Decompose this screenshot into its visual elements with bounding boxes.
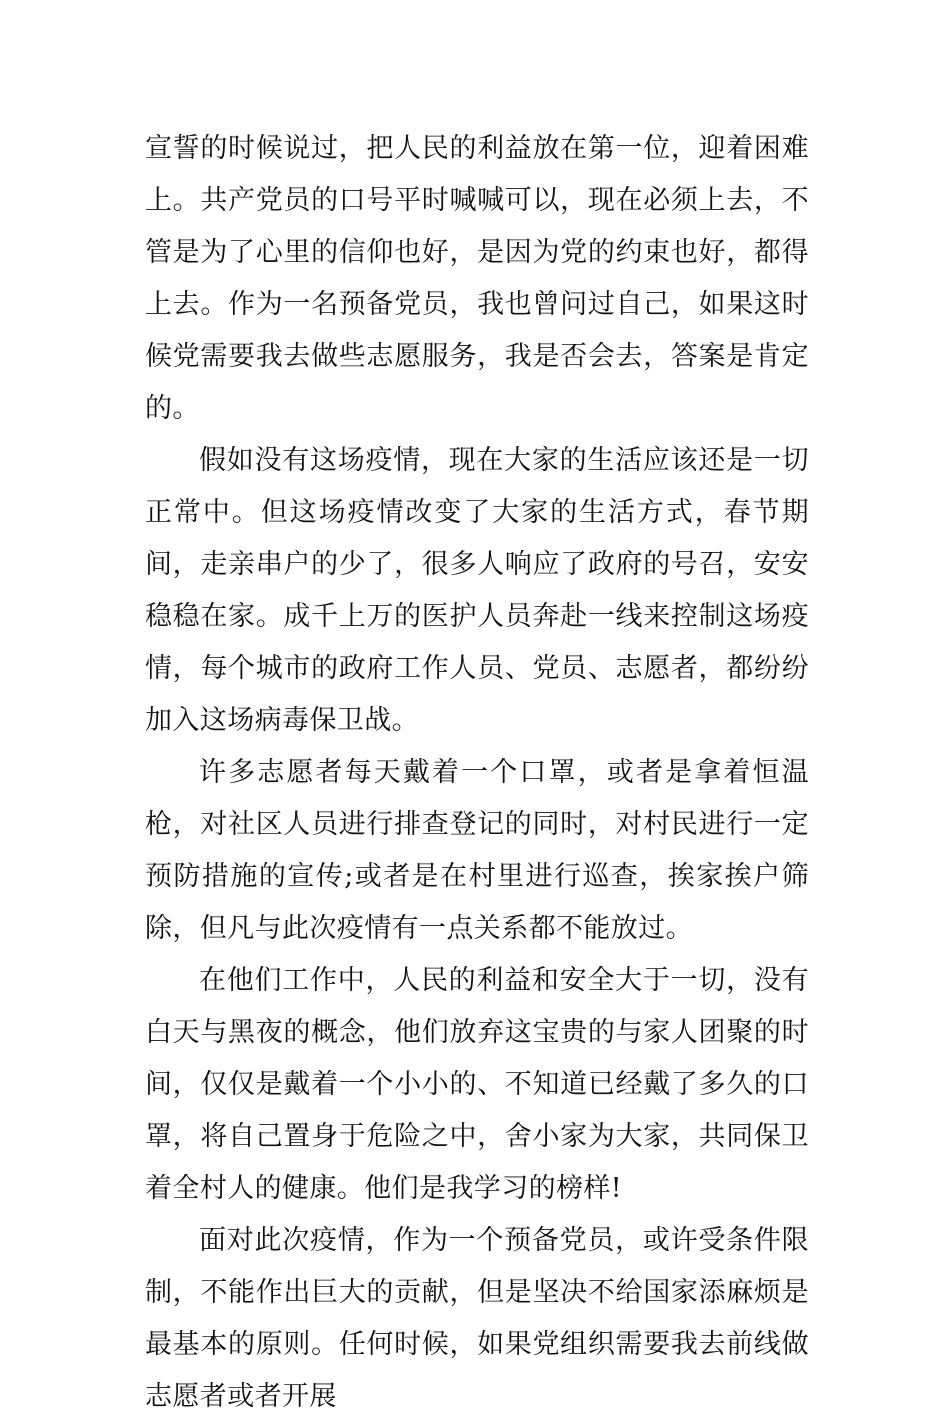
paragraph-1: 宣誓的时候说过，把人民的利益放在第一位，迎着困难上。共产党员的口号平时喊喊可以，现在必须上去，不管是为了心里的信仰也好，是因为党的约束也好，都得上去。作为一名预备党员，我也曾问过自己，如果这时候党需要我去做些志愿服务，我是否会去，答案是肯定的。 [145,133,809,424]
paragraph-3: 许多志愿者每天戴着一个口罩，或者是拿着恒温枪，对社区人员进行排查登记的同时，对村民进行一定预防措施的宣传;或者是在村里进行巡查，挨家挨户筛除，但凡与此次疫情有一点关系都不能放过。 [145,757,809,944]
document-body [145,123,809,1423]
paragraph-4: 在他们工作中，人民的利益和安全大于一切，没有白天与黑夜的概念，他们放弃这宝贵的与家人团聚的时间，仅仅是戴着一个小小的、不知道已经戴了多久的口罩，将自己置身于危险之中，舍小家为大家，共同保卫着全村人的健康。他们是我学习的榜样! [145,965,809,1204]
paragraph-5: 面对此次疫情，作为一个预备党员，或许受条件限制，不能作出巨大的贡献，但是坚决不给国家添麻烦是最基本的原则。任何时候，如果党组织需要我去前线做志愿者或者开展 [145,1225,809,1412]
paragraph-2: 假如没有这场疫情，现在大家的生活应该还是一切正常中。但这场疫情改变了大家的生活方式，春节期间，走亲串户的少了，很多人响应了政府的号召，安安稳稳在家。成千上万的医护人员奔赴一线来控制这场疫情，每个城市的政府工作人员、党员、志愿者，都纷纷加入这场病毒保卫战。 [145,445,809,736]
